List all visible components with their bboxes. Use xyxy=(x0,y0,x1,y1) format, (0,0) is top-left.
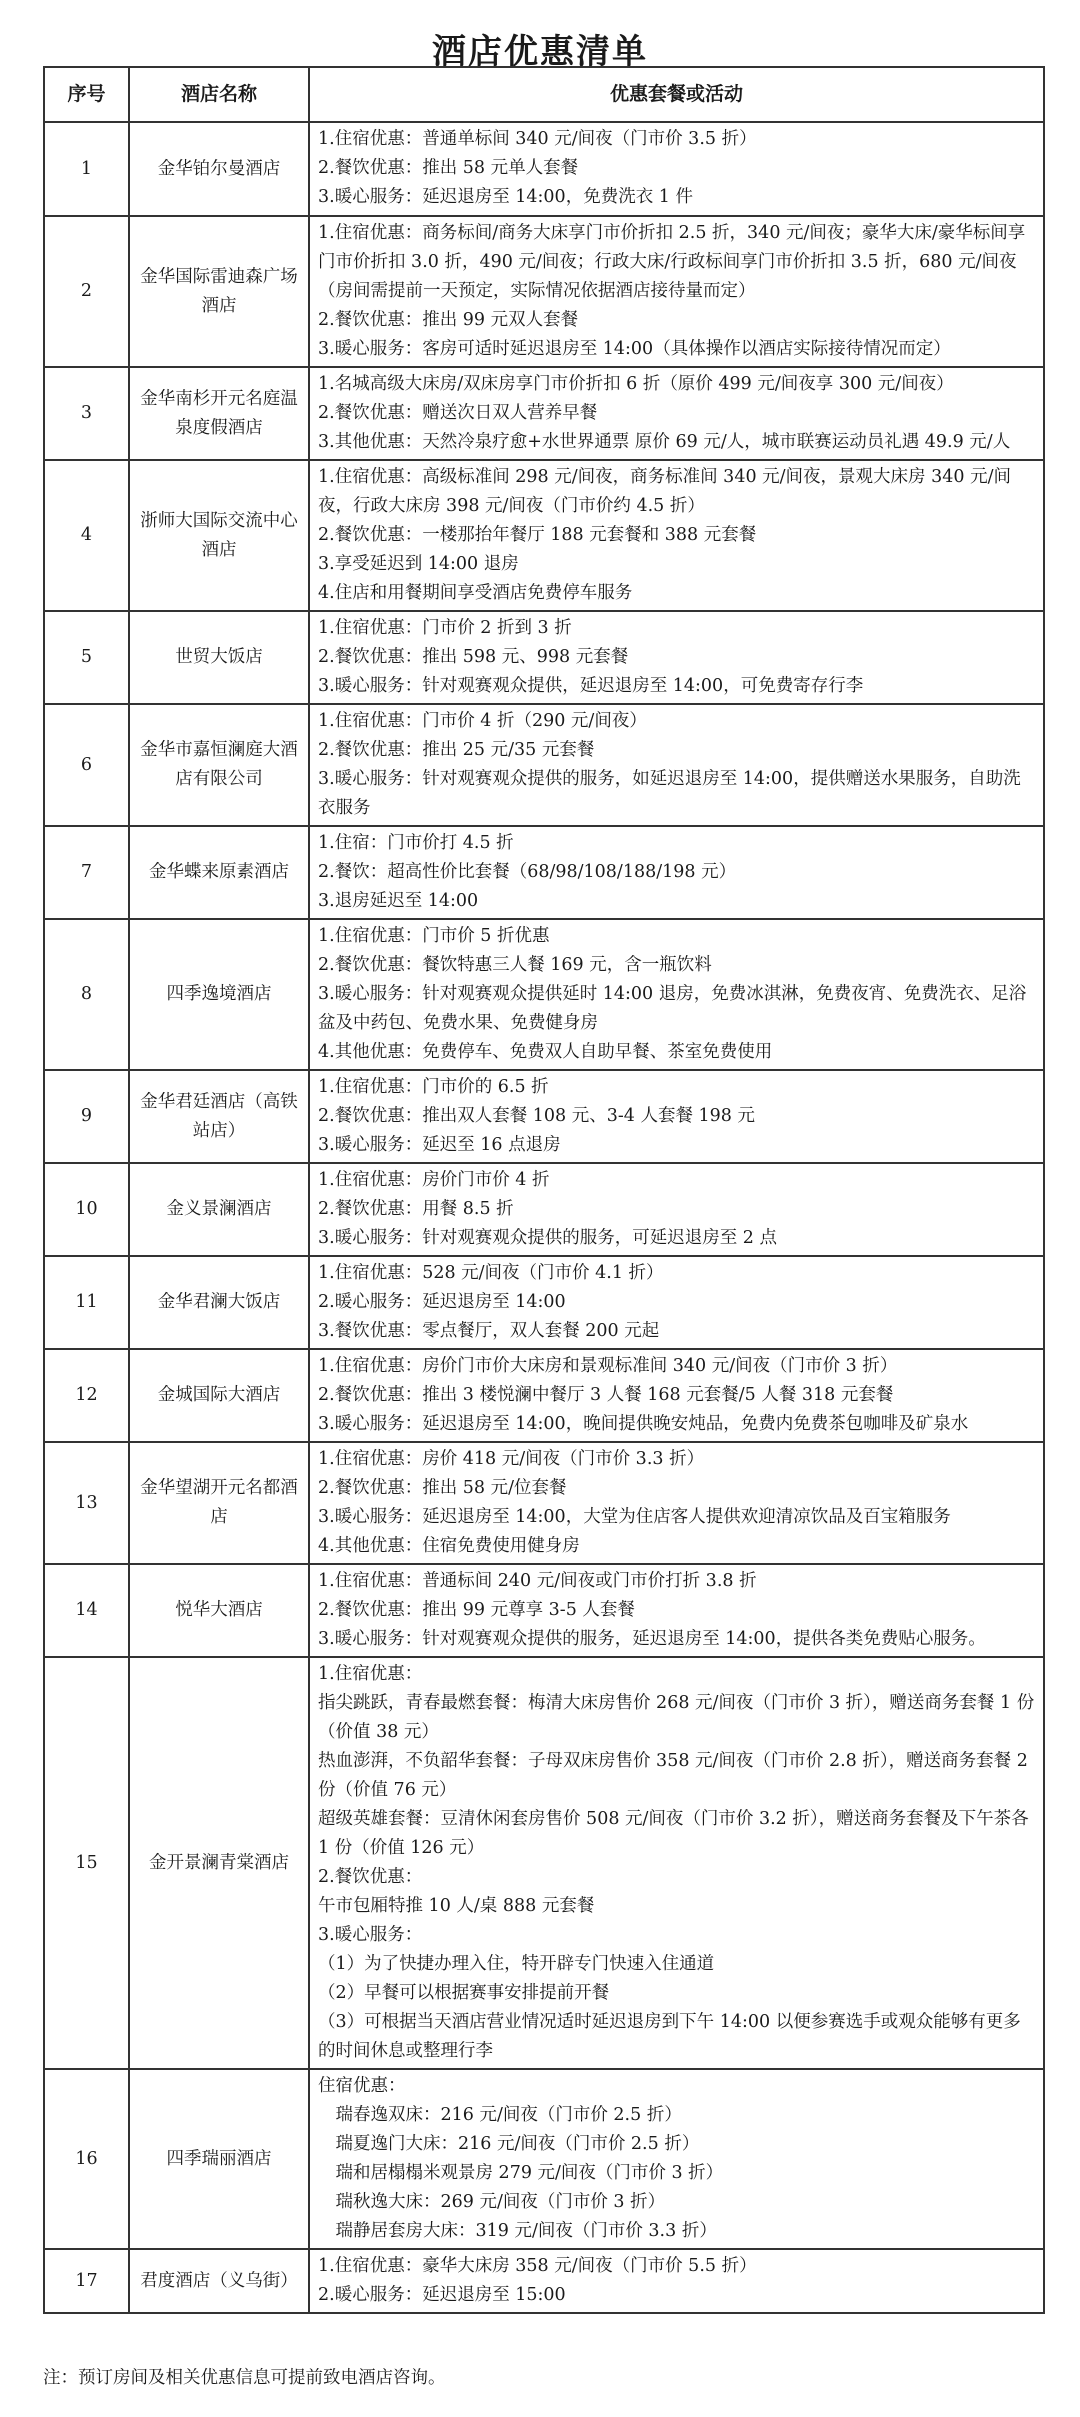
offer-details xyxy=(309,1256,1044,1349)
table-row xyxy=(44,919,1044,1070)
offer-line: 2.餐饮优惠：用餐 8.5 折 xyxy=(318,1199,514,1219)
offer-line: 4.住店和用餐期间享受酒店免费停车服务 xyxy=(318,583,633,603)
offer-line: 瑞春逸双床：216 元/间夜（门市价 2.5 折） xyxy=(318,2105,682,2125)
offer-line: 2.餐饮优惠：推出 3 楼悦澜中餐厅 3 人餐 168 元套餐/5 人餐 318 元套餐 xyxy=(318,1385,894,1405)
table-row xyxy=(44,1349,1044,1442)
offer-line: 2.餐饮优惠：推出 58 元单人套餐 xyxy=(318,158,579,178)
offer-line: 3.暖心服务：延迟退房至 14:00，大堂为住店客人提供欢迎清凉饮品及百宝箱服务 xyxy=(318,1507,951,1527)
row-number: 14 xyxy=(44,1564,129,1657)
hotel-name: 悦华大酒店 xyxy=(129,1564,309,1657)
offer-line: 3.暖心服务：针对观赛观众提供的服务，延迟退房至 14:00，提供各类免费贴心服务。 xyxy=(318,1629,986,1649)
offer-line: 3.暖心服务：延迟至 16 点退房 xyxy=(318,1135,561,1155)
row-number: 4 xyxy=(44,460,129,611)
offer-line: 2.餐饮优惠：推出 25 元/35 元套餐 xyxy=(318,740,595,760)
row-number: 11 xyxy=(44,1256,129,1349)
offer-line: 1.住宿优惠：门市价 5 折优惠 xyxy=(318,926,550,946)
offer-details xyxy=(309,826,1044,919)
offer-details xyxy=(309,2249,1044,2313)
offer-details xyxy=(309,122,1044,216)
offer-line: 1.住宿优惠：房价门市价 4 折 xyxy=(318,1170,550,1190)
hotel-name: 四季逸境酒店 xyxy=(129,919,309,1070)
row-number: 7 xyxy=(44,826,129,919)
offer-details xyxy=(309,919,1044,1070)
offer-line: 3.餐饮优惠：零点餐厅，双人套餐 200 元起 xyxy=(318,1321,660,1341)
header-offer: 优惠套餐或活动 xyxy=(309,67,1044,122)
footnote: 注：预订房间及相关优惠信息可提前致电酒店咨询。 xyxy=(43,2368,446,2388)
offer-details xyxy=(309,2069,1044,2249)
offer-line: 1.住宿优惠：门市价的 6.5 折 xyxy=(318,1077,549,1097)
header-no: 序号 xyxy=(44,67,129,122)
offer-line: 住宿优惠： xyxy=(318,2076,406,2096)
table-row xyxy=(44,1070,1044,1163)
offer-details xyxy=(309,1442,1044,1564)
offer-line: 超级英雄套餐：豆清休闲套房售价 508 元/间夜（门市价 3.2 折），赠送商务套餐及下午茶各 1 份（价值 126 元） xyxy=(318,1809,1029,1858)
offer-line: 瑞夏逸门大床：216 元/间夜（门市价 2.5 折） xyxy=(318,2134,700,2154)
offer-line: 瑞秋逸大床：269 元/间夜（门市价 3 折） xyxy=(318,2192,666,2212)
offer-line: 2.餐饮优惠：推出 99 元双人套餐 xyxy=(318,310,579,330)
hotel-name: 四季瑞丽酒店 xyxy=(129,2069,309,2249)
offer-line: 2.暖心服务：延迟退房至 15:00 xyxy=(318,2285,566,2305)
offer-line: 3.暖心服务：针对观赛观众提供，延迟退房至 14:00，可免费寄存行李 xyxy=(318,676,864,696)
row-number: 6 xyxy=(44,704,129,826)
offer-details xyxy=(309,1349,1044,1442)
header-name: 酒店名称 xyxy=(129,67,309,122)
offer-details xyxy=(309,460,1044,611)
row-number: 9 xyxy=(44,1070,129,1163)
offer-line: 3.其他优惠：天然冷泉疗愈+水世界通票 原价 69 元/人，城市联赛运动员礼遇 49.9 元/人 xyxy=(318,432,1011,452)
row-number: 16 xyxy=(44,2069,129,2249)
table-row xyxy=(44,367,1044,460)
offer-line: 3.暖心服务：针对观赛观众提供延时 14:00 退房，免费冰淇淋，免费夜宵、免费洗衣、足浴盆及中药包、免费水果、免费健身房 xyxy=(318,984,1027,1033)
offer-line: 午市包厢特推 10 人/桌 888 元套餐 xyxy=(318,1896,595,1916)
offer-details xyxy=(309,1657,1044,2069)
offer-line: 1.住宿优惠：房价门市价大床房和景观标准间 340 元/间夜（门市价 3 折） xyxy=(318,1356,898,1376)
hotel-offers-table xyxy=(43,66,1045,2314)
offer-line: 3.退房延迟至 14:00 xyxy=(318,891,479,911)
offer-line: （3）可根据当天酒店营业情况适时延迟退房到下午 14:00 以便参赛选手或观众能够有更多的时间休息或整理行李 xyxy=(318,2012,1021,2061)
offer-details xyxy=(309,216,1044,367)
table-row xyxy=(44,1564,1044,1657)
offer-line: 1.住宿优惠：普通标间 240 元/间夜或门市价打折 3.8 折 xyxy=(318,1571,757,1591)
offer-line: 4.其他优惠：住宿免费使用健身房 xyxy=(318,1536,580,1556)
offer-details xyxy=(309,611,1044,704)
table-row xyxy=(44,1163,1044,1256)
offer-line: 3.暖心服务：延迟退房至 14:00，免费洗衣 1 件 xyxy=(318,187,693,207)
table-row xyxy=(44,460,1044,611)
offer-details xyxy=(309,1070,1044,1163)
table-row xyxy=(44,2249,1044,2313)
offer-line: 2.餐饮优惠：餐饮特惠三人餐 169 元，含一瓶饮料 xyxy=(318,955,712,975)
offer-line: 1.住宿优惠：高级标准间 298 元/间夜，商务标准间 340 元/间夜，景观大床房 340 元/间夜，行政大床房 398 元/间夜（门市价约 4.5 折） xyxy=(318,467,1011,516)
offer-line: 2.餐饮优惠：推出双人套餐 108 元、3-4 人套餐 198 元 xyxy=(318,1106,755,1126)
offer-details xyxy=(309,704,1044,826)
row-number: 17 xyxy=(44,2249,129,2313)
offer-line: 1.住宿优惠：门市价 2 折到 3 折 xyxy=(318,618,572,638)
hotel-name: 金华君澜大饭店 xyxy=(129,1256,309,1349)
offer-line: 2.餐饮优惠：一楼那抬年餐厅 188 元套餐和 388 元套餐 xyxy=(318,525,757,545)
hotel-name: 金华市嘉恒澜庭大酒店有限公司 xyxy=(129,704,309,826)
row-number: 1 xyxy=(44,122,129,216)
offer-line: 1.住宿优惠：豪华大床房 358 元/间夜（门市价 5.5 折） xyxy=(318,2256,757,2276)
row-number: 13 xyxy=(44,1442,129,1564)
table-row xyxy=(44,1256,1044,1349)
offer-line: 1.住宿优惠： xyxy=(318,1664,423,1684)
offer-line: 热血澎湃，不负韶华套餐：子母双床房售价 358 元/间夜（门市价 2.8 折），赠送商务套餐 2 份（价值 76 元） xyxy=(318,1751,1028,1800)
hotel-name: 金城国际大酒店 xyxy=(129,1349,309,1442)
offer-line: 1.住宿优惠：528 元/间夜（门市价 4.1 折） xyxy=(318,1263,664,1283)
offer-line: 2.餐饮优惠：推出 58 元/位套餐 xyxy=(318,1478,567,1498)
offer-line: 3.暖心服务：客房可适时延迟退房至 14:00（具体操作以酒店实际接待情况而定） xyxy=(318,339,951,359)
offer-line: 2.餐饮优惠： xyxy=(318,1867,423,1887)
offer-line: 指尖跳跃，青春最燃套餐：梅清大床房售价 268 元/间夜（门市价 3 折），赠送商务套餐 1 份（价值 38 元） xyxy=(318,1693,1035,1742)
hotel-name: 金华望湖开元名都酒店 xyxy=(129,1442,309,1564)
row-number: 12 xyxy=(44,1349,129,1442)
hotel-name: 君度酒店（义乌街） xyxy=(129,2249,309,2313)
table-row xyxy=(44,122,1044,216)
offer-line: 3.暖心服务： xyxy=(318,1925,423,1945)
row-number: 5 xyxy=(44,611,129,704)
hotel-name: 金华蝶来原素酒店 xyxy=(129,826,309,919)
offer-line: 2.餐饮：超高性价比套餐（68/98/108/188/198 元） xyxy=(318,862,737,882)
offer-line: 2.暖心服务：延迟退房至 14:00 xyxy=(318,1292,566,1312)
row-number: 3 xyxy=(44,367,129,460)
hotel-name: 金华国际雷迪森广场酒店 xyxy=(129,216,309,367)
offer-line: 2.餐饮优惠：赠送次日双人营养早餐 xyxy=(318,403,598,423)
hotel-name: 金华铂尔曼酒店 xyxy=(129,122,309,216)
row-number: 8 xyxy=(44,919,129,1070)
offer-line: 1.住宿优惠：门市价 4 折（290 元/间夜） xyxy=(318,711,647,731)
offer-line: 1.名城高级大床房/双床房享门市价折扣 6 折（原价 499 元/间夜享 300 元/间夜） xyxy=(318,374,954,394)
offer-line: 1.住宿优惠：房价 418 元/间夜（门市价 3.3 折） xyxy=(318,1449,705,1469)
offer-details xyxy=(309,367,1044,460)
row-number: 2 xyxy=(44,216,129,367)
offer-line: 2.餐饮优惠：推出 99 元尊享 3-5 人套餐 xyxy=(318,1600,635,1620)
hotel-name: 浙师大国际交流中心酒店 xyxy=(129,460,309,611)
table-row xyxy=(44,1442,1044,1564)
table-row xyxy=(44,1657,1044,2069)
table-row xyxy=(44,826,1044,919)
offer-line: 3.暖心服务：针对观赛观众提供的服务，如延迟退房至 14:00，提供赠送水果服务，自助洗衣服务 xyxy=(318,769,1021,818)
offer-line: 3.暖心服务：延迟退房至 14:00，晚间提供晚安炖品，免费内免费茶包咖啡及矿泉水 xyxy=(318,1414,969,1434)
table-row xyxy=(44,216,1044,367)
hotel-name: 金华南杉开元名庭温泉度假酒店 xyxy=(129,367,309,460)
offer-line: 2.餐饮优惠：推出 598 元、998 元套餐 xyxy=(318,647,629,667)
table-header-row xyxy=(44,67,1044,122)
table-row xyxy=(44,704,1044,826)
row-number: 15 xyxy=(44,1657,129,2069)
table-row xyxy=(44,2069,1044,2249)
hotel-name: 金华君廷酒店（高铁站店） xyxy=(129,1070,309,1163)
offer-line: 1.住宿优惠：普通单标间 340 元/间夜（门市价 3.5 折） xyxy=(318,129,757,149)
page-title: 酒店优惠清单 xyxy=(432,32,648,72)
offer-details xyxy=(309,1163,1044,1256)
offer-line: （1）为了快捷办理入住，特开辟专门快速入住通道 xyxy=(318,1954,715,1974)
offer-line: 1.住宿优惠：商务标间/商务大床享门市价折扣 2.5 折，340 元/间夜；豪华大床/豪华标间享门市价折扣 3.0 折，490 元/间夜；行政大床/行政标间享门市价折扣 3.5 折，680 元/间夜（房间需提前一天预定，实际情况依据酒店接待量而定） xyxy=(318,223,1026,301)
hotel-name: 世贸大饭店 xyxy=(129,611,309,704)
offer-details xyxy=(309,1564,1044,1657)
offer-line: 3.享受延迟到 14:00 退房 xyxy=(318,554,519,574)
offer-line: 瑞静居套房大床：319 元/间夜（门市价 3.3 折） xyxy=(318,2221,717,2241)
offer-line: 3.暖心服务：针对观赛观众提供的服务，可延迟退房至 2 点 xyxy=(318,1228,777,1248)
offer-line: （2）早餐可以根据赛事安排提前开餐 xyxy=(318,1983,610,2003)
hotel-name: 金义景澜酒店 xyxy=(129,1163,309,1256)
offer-line: 瑞和居榻榻米观景房 279 元/间夜（门市价 3 折） xyxy=(318,2163,724,2183)
table-row xyxy=(44,611,1044,704)
offer-line: 1.住宿：门市价打 4.5 折 xyxy=(318,833,514,853)
row-number: 10 xyxy=(44,1163,129,1256)
hotel-name: 金开景澜青棠酒店 xyxy=(129,1657,309,2069)
offer-line: 4.其他优惠：免费停车、免费双人自助早餐、茶室免费使用 xyxy=(318,1042,773,1062)
